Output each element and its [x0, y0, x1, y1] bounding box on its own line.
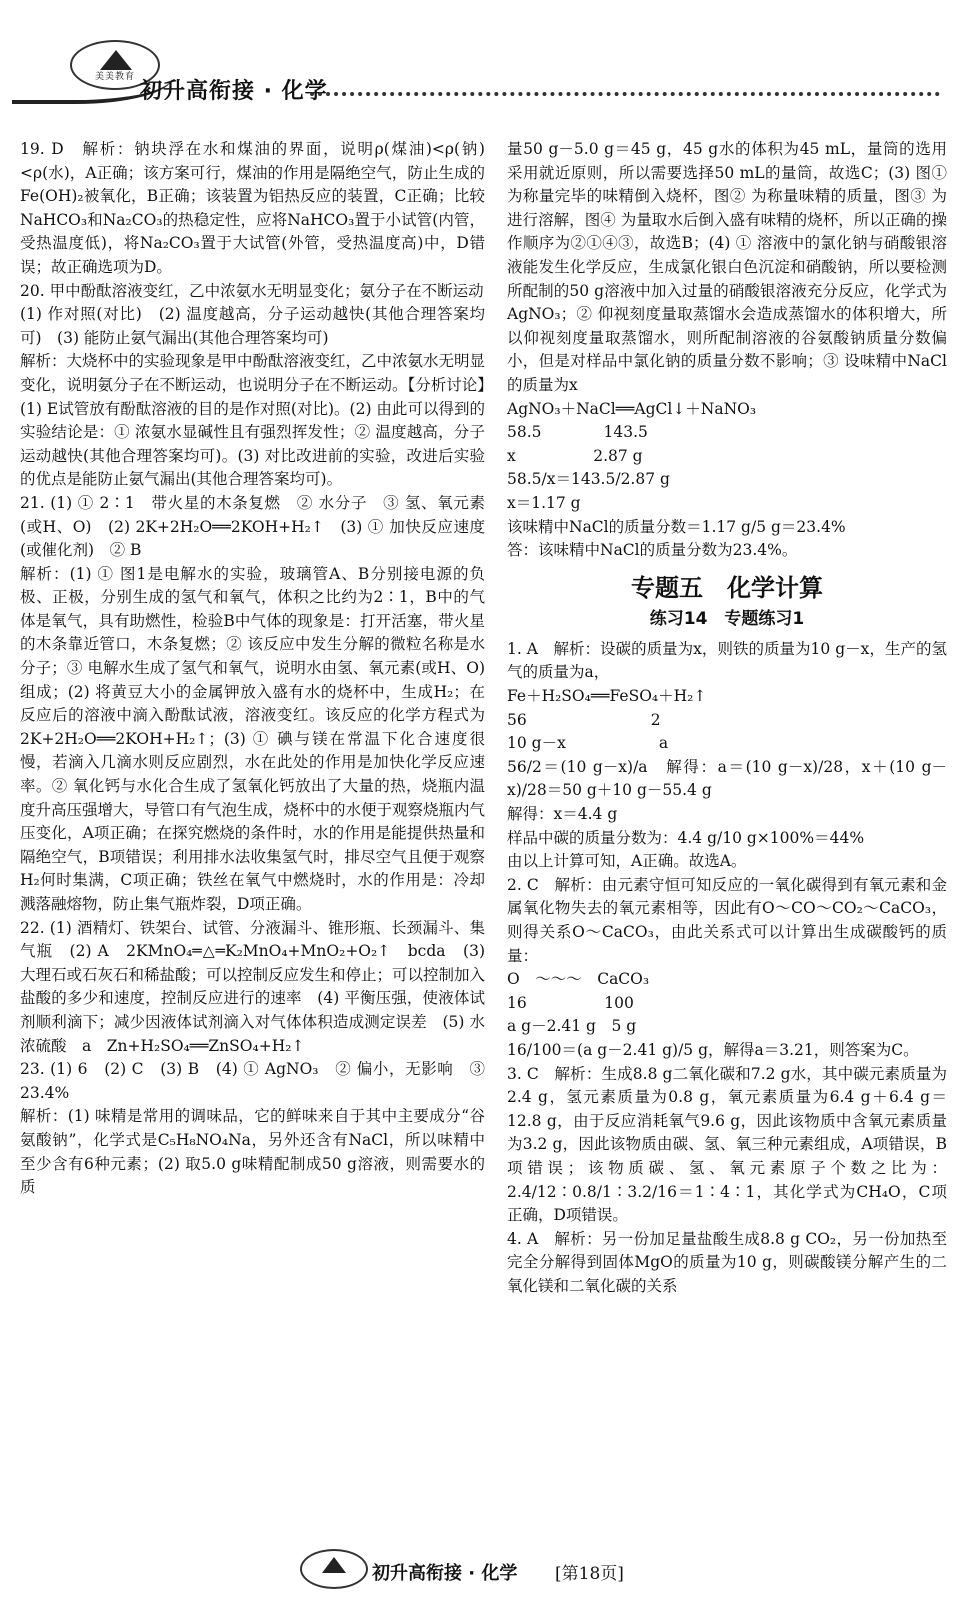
equation-1-masses: 58.5 143.5 [507, 423, 648, 442]
p1-equation: Fe＋H₂SO₄══FeSO₄＋H₂↑ [507, 687, 707, 706]
mountain-icon [322, 1557, 346, 1573]
q23-answer: 23. (1) 6 (2) C (3) B (4) ① AgNO₃ ② 偏小，无影响 ③ 23.4% [20, 1060, 485, 1102]
q19: 19. D 解析：钠块浮在水和煤油的界面，说明ρ(煤油)<ρ(钠)<ρ(水)，A正确；该方案可行，煤油的作用是隔绝空气，防止生成的Fe(OH)₂被氧化，B正确；该装置为铝热反应的装置，C正确；比较NaHCO₃和Na₂CO₃的热稳定性，应将NaHCO₃置于小试管(内管，受热温度低)，将Na₂CO₃置于大试管(外管，受热温度高)中，D错误；故正确选项为D。 [20, 140, 485, 276]
header-divider [310, 92, 940, 96]
section-title: 专题五 化学计算 [631, 573, 823, 602]
q20-analysis: 解析：大烧杯中的实验现象是甲中酚酞溶液变红，乙中浓氨水无明显变化，说明氨分子在不断运动，也说明分子在不断运动。【分析讨论】(1) E试管放有酚酞溶液的目的是作对照(对比)。(2) 由此可以得到的实验结论是：① 浓氨水显碱性且有强烈挥发性；② 温度越高，分子运动越快(其他合理答案均可)。(3) 对比改进前的实验，改进后实验的优点是能防止氨气漏出(其他合理答案均可)。 [20, 352, 486, 489]
q21-answer: 21. (1) ① 2∶1 带火星的木条复燃 ② 水分子 ③ 氢、氧元素(或H、O) (2) 2K+2H₂O══2KOH+H₂↑ (3) ① 加快反应速度(或催化剂) ② B [20, 493, 485, 560]
equation-1-vars: x 2.87 g [507, 446, 643, 465]
p2-proportion: 16/100＝(a g－2.41 g)/5 g，解得a＝3.21，则答案为C。 [507, 1040, 919, 1059]
q23-analysis: 解析：(1) 味精是常用的调味品，它的鲜味来自于其中主要成分“谷氨酸钠”，化学式是C₅H₈NO₄Na，另外还含有NaCl，所以味精中至少含有6种元素；(2) 取5.0 g味精配制成50 g溶液，则需要水的质 [20, 1107, 485, 1197]
p2-intro: 2. C 解析：由元素守恒可知反应的一氧化碳得到有氧元素和金属氧化物失去的氧元素相等，因此有O～CO～CO₂～CaCO₃，则得关系O～CaCO₃，由此关系式可以计算出生成碳酸钙的质量： [507, 875, 947, 965]
q20-parts: (1) 作对照(对比) (2) 温度越高，分子运动越快(其他合理答案均可) (3) 能防止氨气漏出(其他合理答案均可) [20, 305, 485, 347]
page-number: [第18页] [555, 1564, 624, 1584]
p2-relation: O ～～～ CaCO₃ [507, 970, 650, 989]
p1-vars: 10 g－x a [507, 734, 669, 753]
footer-logo [300, 1549, 368, 1589]
p1-fraction: 样品中碳的质量分数为：4.4 g/10 g×100%＝44% [507, 828, 865, 847]
p2-masses: 16 100 [507, 993, 634, 1012]
proportion-1: 58.5/x＝143.5/2.87 g [507, 470, 670, 489]
p3: 3. C 解析：生成8.8 g二氧化碳和7.2 g水，其中碳元素质量为2.4 g，氢元素质量为0.8 g，氧元素质量为6.4 g＋6.4 g＝12.8 g，由于反应消耗氧气9.6 g，因此该物质中含氧元素质量为3.2 g，因此该物质由碳、氢、氧三种元素组成，A项错误，B项错误；该物质碳、氢、氧元素原子个数之比为：2.4/12∶0.8/1∶3.2/16＝1∶4∶1，其化学式为CH₄O，C项正确，D项错误。 [507, 1064, 947, 1225]
result-1: x＝1.17 g [507, 493, 581, 512]
p1-solve: 解得：x＝4.4 g [507, 805, 618, 824]
header-title: 初升高衔接 · 化学 [140, 79, 328, 104]
p1-proportion: 56/2＝(10 g－x)/a 解得：a＝(10 g－x)/28，x＋(10 g－x)/28＝50 g＋10 g－55.4 g [507, 757, 947, 800]
p1-masses: 56 2 [507, 710, 661, 729]
fraction-1: 该味精中NaCl的质量分数＝1.17 g/5 g＝23.4% [507, 517, 846, 536]
right-column [507, 138, 947, 1299]
q23-analysis-cont: 量50 g－5.0 g＝45 g，45 g水的体积为45 mL，量筒的选用采用就近原则，所以需要选择50 mL的量筒，故选C；(3) 图① 为称量完毕的味精倒入烧杯，图② 为称量味精的质量，图③ 为进行溶解，图④ 为量取水后倒入盛有味精的烧杯，所以正确的操作顺序为②①④③，故选B；(4) ① 溶液中的氯化钠与硝酸银溶液能发生化学反应，生成氯化银白色沉淀和硝酸钠，所以要检测所配制的50 g溶液中加入过量的硝酸银溶液充分反应，化学式为AgNO₃；② 仰视刻度量取蒸馏水会造成蒸馏水的体积增大，所以仰视刻度量取蒸馏水，则所配制溶液的谷氨酸钠质量分数偏小，但是对样品中氯化钠的质量分数不影响；③ 设味精中NaCl的质量为x [507, 140, 947, 394]
q22-answer: 22. (1) 酒精灯、铁架台、试管、分液漏斗、锥形瓶、长颈漏斗、集气瓶 (2) A 2KMnO₄═△═K₂MnO₄+MnO₂+O₂↑ bcda (3) 大理石或石灰石和稀盐酸；可以控制反应发生和停止；可以控制加入盐酸的多少和速度，控制反应进行的速率 (4) 平衡压强，使液体试剂顺利滴下；减少因液体试剂滴入对气体体积造成测定误差 (5) 水 浓硫酸 a Zn+H₂SO₄══ZnSO₄+H₂↑ [20, 918, 501, 1055]
left-column [20, 138, 501, 1200]
page-footer [0, 1545, 960, 1595]
p1-intro: 1. A 解析：设碳的质量为x，则铁的质量为10 g－x，生产的氢气的质量为a， [507, 639, 947, 682]
p2-vars: a g－2.41 g 5 g [507, 1017, 637, 1036]
p1-conclusion: 由以上计算可知，A正确。故选A。 [507, 852, 747, 871]
q21-analysis: 解析：(1) ① 图1是电解水的实验，玻璃管A、B分别接电源的负极、正极，分别生成的氢气和氧气，体积之比约为2∶1，B中的气体是氧气，具有助燃性，检验B中气体的现象是：打开活塞，带火星的木条靠近管口，木条复燃；② 该反应中发生分解的微粒名称是水分子；③ 电解水生成了氢气和氧气，说明水由氢、氧元素(或H、O)组成；(2) 将黄豆大小的金属钾放入盛有水的烧杯中，生成H₂；在反应后的溶液中滴入酚酞试液，溶液变红。该反应的化学方程式为2K+2H₂O══2KOH+H₂↑；(3) ① 碘与镁在常温下化合速度很慢，若滴入几滴水则反应剧烈，水在此处的作用是加快化学反应速率。② 氧化钙与水化合生成了氢氧化钙放出了大量的热，烧瓶内温度升高压强增大，导管口有气泡生成，烧杯中的水便于观察烧瓶内气压变化，A项正确；在探究燃烧的条件时，水的作用是能提供热量和隔绝空气，B项错误；利用排水法收集氢气时，排尽空气且便于观察H₂何时集满，C项正确；铁丝在氧气中燃烧时，水的作用是：冷却溅落融熔物，防止集气瓶炸裂，D项正确。 [20, 564, 486, 913]
exercise-title: 练习14 专题练习1 [649, 609, 805, 630]
footer-title: 初升高衔接 · 化学 [372, 1563, 518, 1584]
equation-1: AgNO₃＋NaCl══AgCl↓＋NaNO₃ [507, 399, 757, 418]
q20-answer: 20. 甲中酚酞溶液变红，乙中浓氨水无明显变化；氨分子在不断运动 [20, 281, 484, 300]
logo-text: 美美教育 [94, 72, 135, 82]
mountain-icon [100, 50, 132, 70]
p4: 4. A 解析：另一份加足量盐酸生成8.8 g CO₂，另一份加热至完全分解得到固体MgO的质量为10 g，则碳酸镁分解产生的二氧化镁和二氧化碳的关系 [507, 1229, 947, 1295]
answer-1: 答：该味精中NaCl的质量分数为23.4%。 [507, 541, 798, 560]
page-header [0, 0, 960, 120]
